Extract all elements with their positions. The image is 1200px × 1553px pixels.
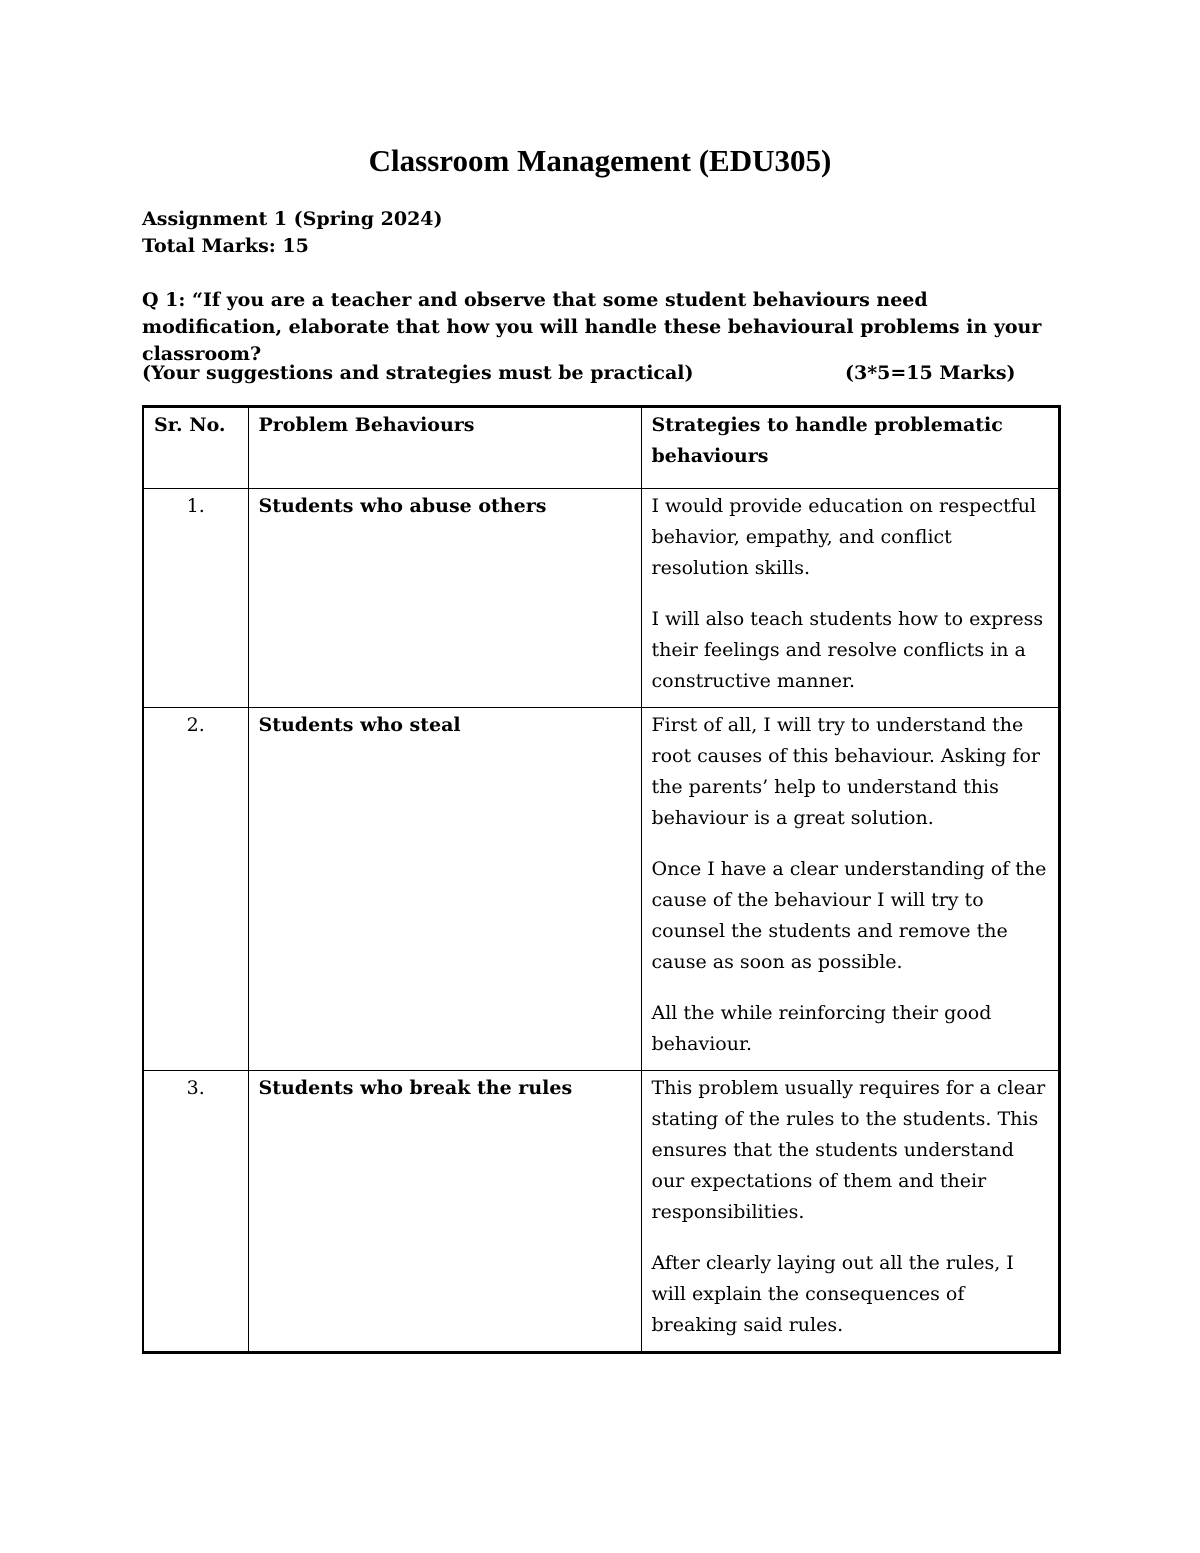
strategy-paragraph: I will also teach students how to express their feelings and resolve conflicts in a constructive manner. <box>651 608 1044 692</box>
strategy-paragraph: All the while reinforcing their good behaviour. <box>651 1002 992 1055</box>
row-sr-no: 3. <box>143 1071 248 1353</box>
strategy-paragraph: Once I have a clear understanding of the cause of the behaviour I will try to counsel the students and remove the cause as soon as possible. <box>651 858 1047 973</box>
strategy-paragraph: First of all, I will try to understand the root causes of this behaviour. Asking for the parents’ help to understand this behaviour is a great solution. <box>651 714 1040 829</box>
behaviour-strategies-table <box>142 405 1061 1354</box>
table-row <box>143 708 1059 1071</box>
strategy-paragraph: This problem usually requires for a clear stating of the rules to the students. This ensures that the students understand our expectations of them and their responsibilities. <box>651 1077 1046 1223</box>
assignment-meta <box>142 206 443 260</box>
row-strategies <box>641 708 1059 1071</box>
table-row <box>143 1071 1059 1353</box>
header-sr-no: Sr. No. <box>143 407 248 489</box>
total-marks-label: Total Marks: 15 <box>142 235 309 257</box>
header-problem-behaviours: Problem Behaviours <box>248 407 641 489</box>
strategy-paragraph: I would provide education on respectful behavior, empathy, and conflict resolution skills. <box>651 495 1037 579</box>
marks-label: (3*5=15 Marks) <box>845 362 1016 384</box>
header-strategies: Strategies to handle problematic behaviours <box>641 407 1059 489</box>
assignment-label: Assignment 1 (Spring 2024) <box>142 208 443 230</box>
instruction-text: (Your suggestions and strategies must be practical) <box>142 362 694 384</box>
document-title: Classroom Management (EDU305) <box>368 143 832 178</box>
strategy-paragraph: After clearly laying out all the rules, I will explain the consequences of breaking said rules. <box>651 1252 1014 1336</box>
row-sr-no: 2. <box>143 708 248 1071</box>
row-sr-no: 1. <box>143 489 248 708</box>
row-problem: Students who steal <box>248 708 641 1071</box>
row-strategies <box>641 1071 1059 1353</box>
row-problem: Students who abuse others <box>248 489 641 708</box>
instruction-line <box>142 360 1022 387</box>
row-problem: Students who break the rules <box>248 1071 641 1353</box>
table-row <box>143 489 1059 708</box>
question-text: Q 1: “If you are a teacher and observe that some student behaviours need modification, elaborate that how you will handle these behavioural problems in your classroom? <box>142 289 1042 365</box>
row-strategies <box>641 489 1059 708</box>
table-header-row <box>143 407 1059 489</box>
